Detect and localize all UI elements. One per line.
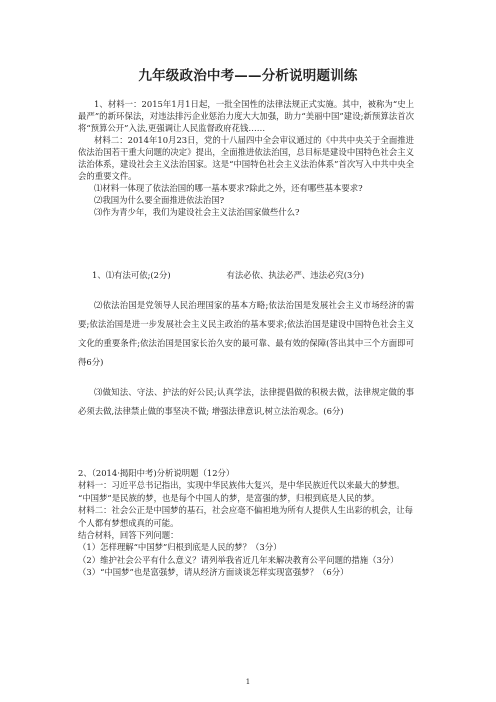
answer-1-right: 有法必依、执法必严、违法必究(3分) <box>226 270 364 280</box>
q1-question-3: ⑶作为青少年，我们为建设社会主义法治国家做些什么? <box>94 207 300 217</box>
question-2 <box>78 467 414 579</box>
answer-1-line <box>78 266 414 285</box>
q2-material-1: 材料一：习近平总书记指出，实现中华民族伟大复兴，是中华民族近代以来最大的梦想。 “中国梦”是民族的梦，也是每个中国人的梦，是富强的梦，归根到底是人民的梦。 <box>78 480 405 503</box>
page-number: 1 <box>245 678 251 686</box>
question-1 <box>78 98 414 218</box>
answer-2 <box>78 296 414 372</box>
q2-question-3: （3）“中国梦”也是富强梦，请从经济方面谈谈怎样实现富强梦？（6分） <box>78 567 349 578</box>
q2-heading: 2、（2014·揭阳中考)分析说明题（12分） <box>78 468 235 478</box>
q1-material-1: 1、材料一：2015年1月1日起，一批全国性的法律法规正式实施。其中，被称为“史上最严”的新环保法，对违法排污企业惩治力度大大加强，助力“美丽中国”建设;新预算法首次将“预算公开”入法,更强调让人民监督政府花钱…… <box>78 99 414 133</box>
q2-prompt: 结合材料，回答下列问题： <box>78 530 179 541</box>
page-title: 九年级政治中考——分析说明题训练 <box>138 68 358 84</box>
q2-question-1: （1）怎样理解“中国梦”归根到底是人民的梦？（3分） <box>78 542 282 553</box>
q1-material-2: 材料二：2014年10月23日，党的十八届四中全会审议通过的《中共中央关于全面推进依法治国若干重大问题的决定》提出，全面推进依法治国，总目标是建设中国特色社会主义法治体系，建设社会主义法治国家。这是“中国特色社会主义法治体系”首次写入中共中央全会的重要文件。 <box>78 135 414 181</box>
answer-3-text: ⑶做知法、守法、护法的好公民;认真学法，法律提倡做的积极去做，法律规定做的事必须去做,法律禁止做的事坚决不做; 增强法律意识,树立法治观念。(6分) <box>78 387 414 416</box>
q1-question-1: ⑴材料一体现了依法治国的哪一基本要求?除此之外，还有哪些基本要求? <box>94 183 363 193</box>
answer-2-text: ⑵依法治国是党领导人民治理国家的基本方略;依法治国是发展社会主义市场经济的需要;依法治国是进一步发展社会主义民主政治的基本要求;依法治国是建设中国特色社会主义文化的重要条件;依法治国是国家长治久安的最可靠、最有效的保障(答出其中三个方面即可得6分) <box>78 300 414 367</box>
answer-1 <box>78 266 414 285</box>
q1-question-2: ⑵我国为什么要全面推进依法治国? <box>94 195 225 205</box>
q2-question-2: （2）维护社会公平有什么意义？请列举我省近几年来解决教育公平问题的措施（3分） <box>78 554 399 565</box>
answer-3 <box>78 383 414 421</box>
q2-material-2: 材料二：社会公正是中国梦的基石，社会应毫不偏袒地为所有人提供人生出彩的机会，让每个人都有梦想成真的可能。 <box>78 505 413 528</box>
answer-1-left: 1、⑴有法可依;(2分) <box>92 270 171 280</box>
